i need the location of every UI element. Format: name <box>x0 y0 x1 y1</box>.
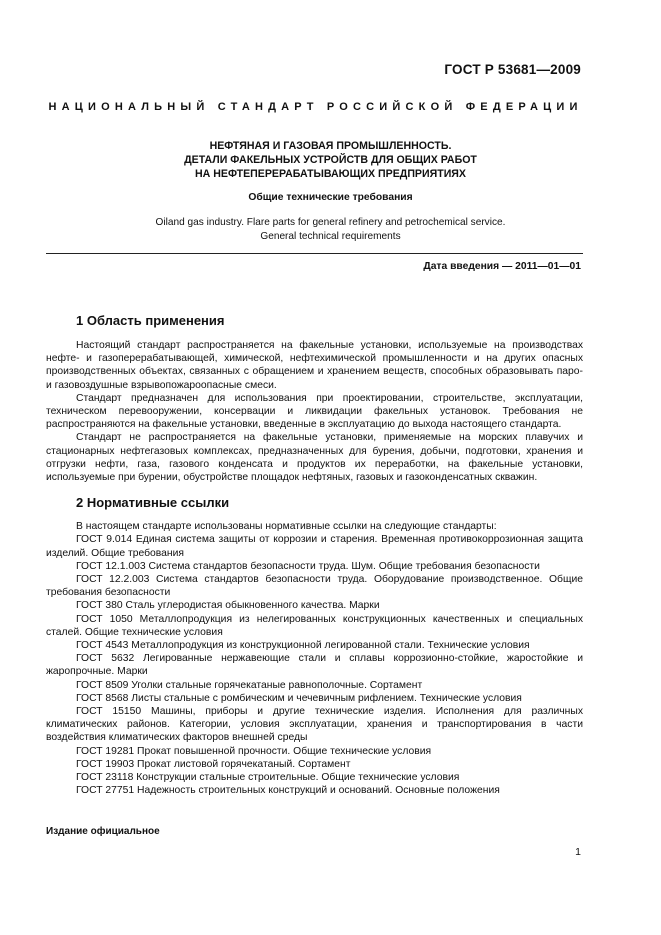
reference-item: ГОСТ 23118 Конструкции стальные строительные. Общие технические условия <box>76 772 460 784</box>
english-title <box>60 216 601 244</box>
introduction-date: Дата введения — 2011—01—01 <box>423 261 581 272</box>
document-body <box>46 313 583 798</box>
paragraph: В настоящем стандарте использованы нормативные ссылки на следующие стандарты: <box>76 521 497 533</box>
title-line: НА НЕФТЕПЕРЕРАБАТЫВАЮЩИХ ПРЕДПРИЯТИЯХ <box>195 168 466 180</box>
reference-item: ГОСТ 8509 Уголки стальные горячекатаные равнополочные. Сортамент <box>76 679 423 691</box>
national-standard-heading: НАЦИОНАЛЬНЫЙ СТАНДАРТ РОССИЙСКОЙ ФЕДЕРАЦИИ <box>48 101 583 113</box>
title-line: НЕФТЯНАЯ И ГАЗОВАЯ ПРОМЫШЛЕННОСТЬ. <box>209 140 452 152</box>
official-edition-label: Издание официальное <box>46 826 160 837</box>
reference-item: ГОСТ 1050 Металлопродукция из нелегированных конструкционных качественных и специальных сталей. Общие технические условия <box>46 613 583 638</box>
section-heading-references: 2 Нормативные ссылки <box>76 495 230 511</box>
section-heading-scope: 1 Область применения <box>76 313 225 328</box>
reference-item: ГОСТ 12.2.003 Система стандартов безопасности труда. Оборудование производственное. Общие требования безопасности <box>46 574 583 599</box>
reference-item: ГОСТ 19281 Прокат повышенной прочности. Общие технические условия <box>76 745 432 757</box>
title-line: ДЕТАЛИ ФАКЕЛЬНЫХ УСТРОЙСТВ ДЛЯ ОБЩИХ РАБОТ <box>184 154 477 166</box>
document-title <box>80 139 581 181</box>
divider <box>46 253 583 254</box>
paragraph: Настоящий стандарт распространяется на факельные установки, используемые на производствах нефте- и газоперерабатывающей, химической, нефтехимической промышленности и на других опасных производственных объектах, связанных с обращением и хранением веществ, способных образовывать паро- и газовоздушные взрывопожароопасные смеси. <box>46 340 583 391</box>
reference-item: ГОСТ 380 Сталь углеродистая обыкновенного качества. Марки <box>76 600 380 612</box>
reference-item: ГОСТ 5632 Легированные нержавеющие стали и сплавы коррозионно-стойкие, жаростойкие и жаропрочные. Марки <box>46 653 583 678</box>
reference-item: ГОСТ 9.014 Единая система защиты от коррозии и старения. Временная противокоррозионная защита изделий. Общие требования <box>46 534 583 559</box>
english-title-line: General technical requirements <box>260 231 401 242</box>
standard-number: ГОСТ Р 53681—2009 <box>444 62 581 77</box>
paragraph: Стандарт предназначен для использования при проектировании, строительстве, эксплуатации, техническом перевооружении, консервации и ликвидации факельных установок. Требования не распространяются на факельные установки, введенные в эксплуатацию до выхода настоящего стандарта. <box>46 392 583 431</box>
reference-item: ГОСТ 19903 Прокат листовой горячекатаный. Сортамент <box>76 758 351 770</box>
reference-item: ГОСТ 27751 Надежность строительных конструкций и оснований. Основные положения <box>76 785 500 797</box>
reference-item: ГОСТ 4543 Металлопродукция из конструкционной легированной стали. Технические условия <box>76 640 530 652</box>
document-subtitle: Общие технические требования <box>248 192 413 203</box>
english-title-line: Oiland gas industry. Flare parts for general refinery and petrochemical service. <box>155 217 506 228</box>
paragraph: Стандарт не распространяется на факельные установки, применяемые на морских плавучих и стационарных нефтегазовых комплексах, предназначенных для бурения, добычи, подготовки, хранения и отгрузки нефти, газа, газового конденсата и продуктов их переработки, на факельные установки, используемые при бурении, обустройстве площадок нефтяных, газовых и газоконденсатных скважин. <box>46 432 583 484</box>
reference-item: ГОСТ 15150 Машины, приборы и другие технические изделия. Исполнения для различных климатических районов. Категории, условия эксплуатации, хранения и транспортирования в части воздействия климатических факторов внешней среды <box>46 706 583 744</box>
page-number: 1 <box>575 846 581 858</box>
reference-item: ГОСТ 8568 Листы стальные с ромбическим и чечевичным рифлением. Технические условия <box>76 692 522 704</box>
reference-item: ГОСТ 12.1.003 Система стандартов безопасности труда. Шум. Общие требования безопасности <box>76 560 540 572</box>
